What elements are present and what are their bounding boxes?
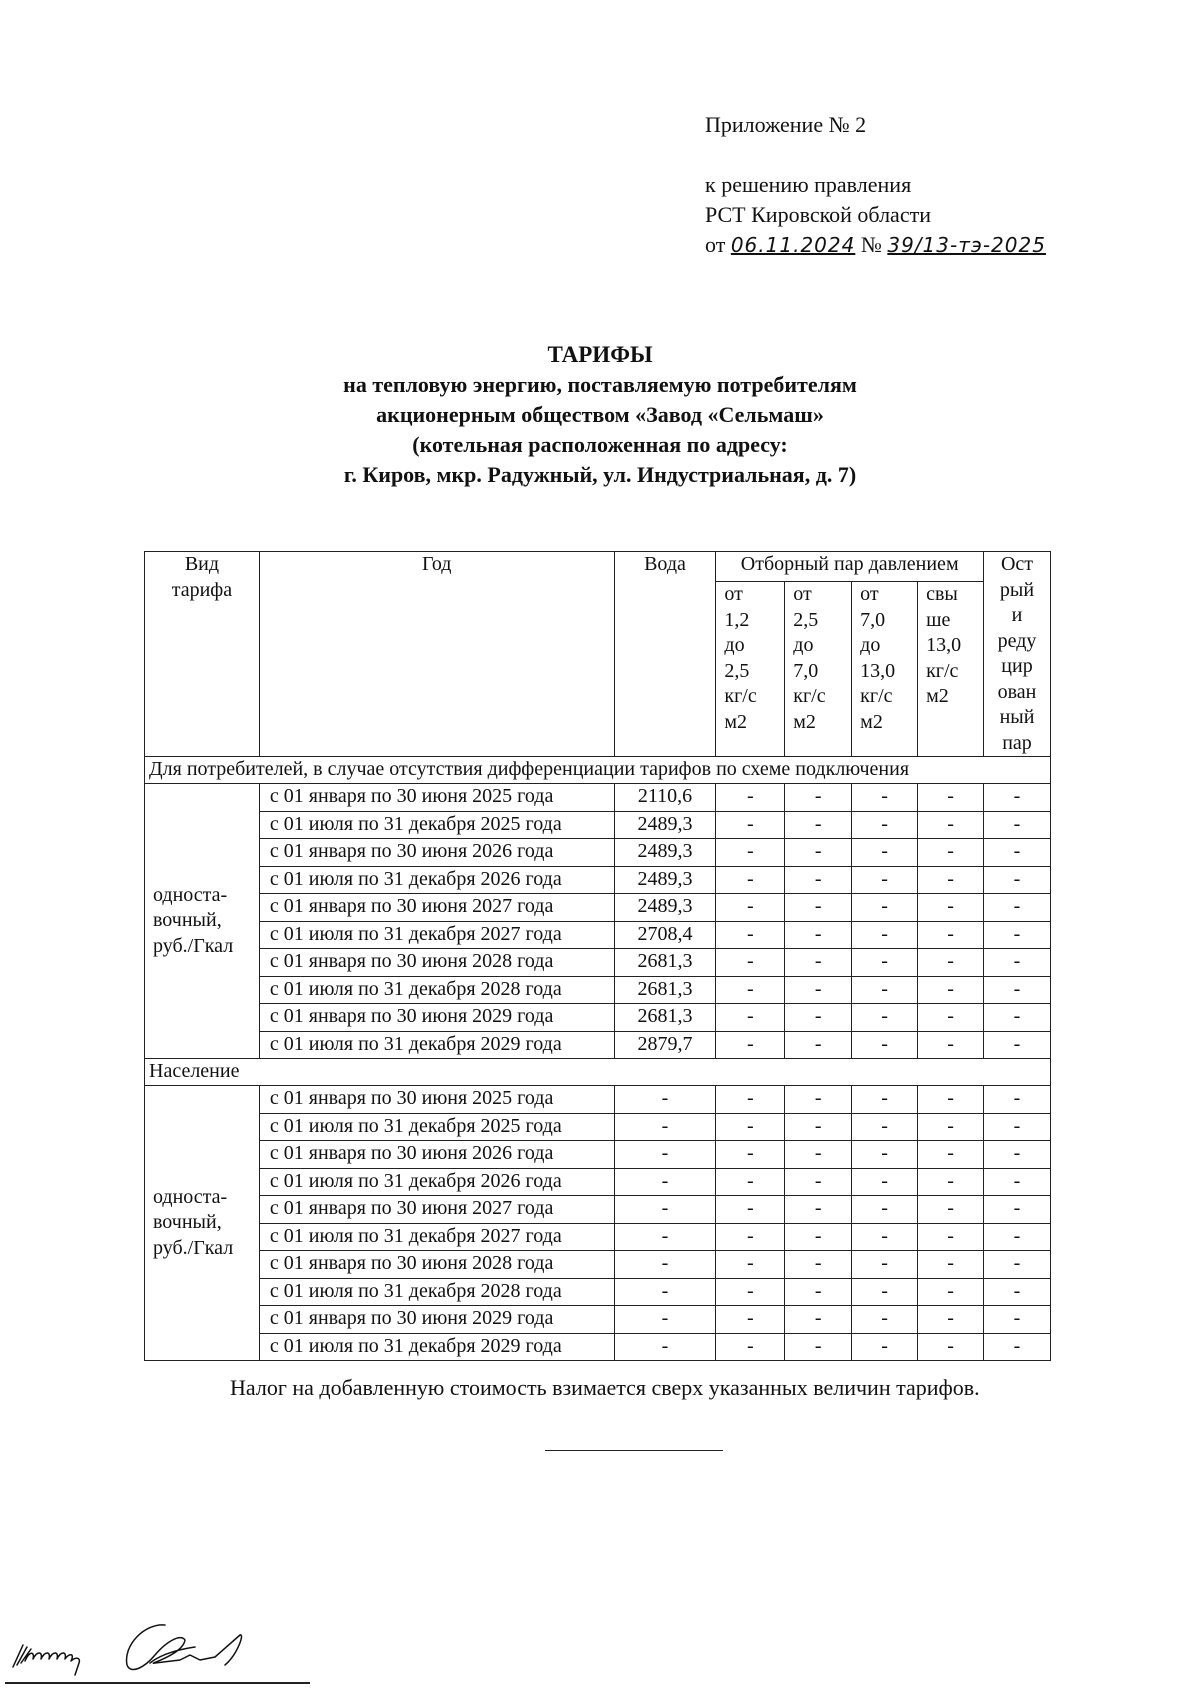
- table-row: [145, 839, 1051, 867]
- live-steam-cell: -: [984, 921, 1051, 949]
- steam-2-cell: -: [785, 1223, 852, 1251]
- live-steam-cell: -: [984, 894, 1051, 922]
- period-cell: с 01 января по 30 июня 2027 года: [259, 1196, 614, 1224]
- steam-1-cell: -: [716, 784, 785, 812]
- table-row: [145, 1251, 1051, 1279]
- steam-4-cell: -: [918, 1196, 984, 1224]
- steam-1-cell: -: [716, 894, 785, 922]
- steam-3-cell: -: [852, 866, 918, 894]
- steam-3-cell: -: [852, 839, 918, 867]
- group-row-general: [145, 757, 1051, 784]
- table-row: [145, 1278, 1051, 1306]
- appendix-title: Приложение № 2: [705, 112, 867, 137]
- water-cell: 2489,3: [614, 839, 716, 867]
- period-cell: с 01 июля по 31 декабря 2027 года: [259, 1223, 614, 1251]
- steam-1-cell: -: [716, 949, 785, 977]
- title-line-4: г. Киров, мкр. Радужный, ул. Индустриальная, д. 7): [343, 462, 857, 487]
- steam-2-cell: -: [785, 1333, 852, 1361]
- steam-3-cell: -: [852, 894, 918, 922]
- steam-2-cell: -: [785, 1113, 852, 1141]
- steam-1-cell: -: [716, 1004, 785, 1032]
- water-cell: -: [614, 1333, 716, 1361]
- period-cell: с 01 июля по 31 декабря 2028 года: [259, 976, 614, 1004]
- steam-4-cell: -: [918, 1004, 984, 1032]
- steam-4-cell: -: [918, 1113, 984, 1141]
- table-row: [145, 894, 1051, 922]
- steam-1-cell: -: [716, 1196, 785, 1224]
- appendix-block: [705, 110, 1046, 260]
- steam-3-cell: -: [852, 1278, 918, 1306]
- live-steam-cell: -: [984, 1086, 1051, 1114]
- water-cell: 2681,3: [614, 949, 716, 977]
- period-cell: с 01 июля по 31 декабря 2028 года: [259, 1278, 614, 1306]
- steam-4-cell: -: [918, 866, 984, 894]
- header-steam-2: от 2,5 до 7,0 кг/с м2: [785, 582, 852, 757]
- live-steam-cell: -: [984, 866, 1051, 894]
- period-cell: с 01 января по 30 июня 2029 года: [259, 1004, 614, 1032]
- steam-4-cell: -: [918, 811, 984, 839]
- steam-2-cell: -: [785, 976, 852, 1004]
- table-row: [145, 1031, 1051, 1059]
- table-row: [145, 1004, 1051, 1032]
- steam-3-cell: -: [852, 784, 918, 812]
- steam-3-cell: -: [852, 921, 918, 949]
- steam-4-cell: -: [918, 1141, 984, 1169]
- steam-2-cell: -: [785, 1031, 852, 1059]
- header-water: Вода: [614, 552, 716, 757]
- steam-1-cell: -: [716, 1306, 785, 1334]
- live-steam-cell: -: [984, 949, 1051, 977]
- tariff-kind: односта-вочный, руб./Гкал: [145, 784, 260, 1059]
- steam-2-cell: -: [785, 1168, 852, 1196]
- period-cell: с 01 июля по 31 декабря 2026 года: [259, 866, 614, 894]
- live-steam-cell: -: [984, 1223, 1051, 1251]
- live-steam-cell: -: [984, 1141, 1051, 1169]
- signature-line: [5, 1682, 310, 1684]
- steam-4-cell: -: [918, 894, 984, 922]
- decision-number: 39/13-тэ-2025: [887, 233, 1046, 257]
- period-cell: с 01 июля по 31 декабря 2027 года: [259, 921, 614, 949]
- steam-3-cell: -: [852, 1223, 918, 1251]
- live-steam-cell: -: [984, 811, 1051, 839]
- steam-1-cell: -: [716, 811, 785, 839]
- header-kind: Вид тарифа: [145, 552, 260, 757]
- steam-2-cell: -: [785, 839, 852, 867]
- steam-2-cell: -: [785, 949, 852, 977]
- water-cell: 2110,6: [614, 784, 716, 812]
- water-cell: 2489,3: [614, 894, 716, 922]
- live-steam-cell: -: [984, 1278, 1051, 1306]
- steam-3-cell: -: [852, 1196, 918, 1224]
- steam-3-cell: -: [852, 1333, 918, 1361]
- water-cell: 2489,3: [614, 811, 716, 839]
- document-title: [0, 340, 1200, 490]
- live-steam-cell: -: [984, 839, 1051, 867]
- tariffs-table: [144, 551, 1051, 1361]
- live-steam-cell: -: [984, 1004, 1051, 1032]
- table-row: [145, 921, 1051, 949]
- steam-1-cell: -: [716, 976, 785, 1004]
- table-row: [145, 1086, 1051, 1114]
- steam-3-cell: -: [852, 811, 918, 839]
- period-cell: с 01 января по 30 июня 2028 года: [259, 1251, 614, 1279]
- steam-3-cell: -: [852, 1306, 918, 1334]
- header-steam-group: Отборный пар давлением: [716, 552, 984, 582]
- steam-4-cell: -: [918, 839, 984, 867]
- table-row: [145, 1333, 1051, 1361]
- water-cell: -: [614, 1086, 716, 1114]
- water-cell: -: [614, 1196, 716, 1224]
- header-steam-1: от 1,2 до 2,5 кг/с м2: [716, 582, 785, 757]
- live-steam-cell: -: [984, 1031, 1051, 1059]
- steam-2-cell: -: [785, 1196, 852, 1224]
- steam-1-cell: -: [716, 1278, 785, 1306]
- group-row-population: [145, 1059, 1051, 1086]
- table-row: [145, 866, 1051, 894]
- steam-4-cell: -: [918, 1333, 984, 1361]
- period-cell: с 01 января по 30 июня 2026 года: [259, 1141, 614, 1169]
- appendix-line-decision: к решению правления: [705, 172, 912, 197]
- live-steam-cell: -: [984, 1113, 1051, 1141]
- period-cell: с 01 января по 30 июня 2025 года: [259, 784, 614, 812]
- steam-1-cell: -: [716, 1031, 785, 1059]
- steam-4-cell: -: [918, 784, 984, 812]
- live-steam-cell: -: [984, 1333, 1051, 1361]
- steam-4-cell: -: [918, 1223, 984, 1251]
- divider: [545, 1450, 723, 1451]
- period-cell: с 01 июля по 31 декабря 2026 года: [259, 1168, 614, 1196]
- title-line-1: на тепловую энергию, поставляемую потребителям: [343, 372, 857, 397]
- table-row: [145, 949, 1051, 977]
- steam-2-cell: -: [785, 1141, 852, 1169]
- number-prefix: №: [860, 232, 882, 257]
- tariff-kind: односта-вочный, руб./Гкал: [145, 1086, 260, 1361]
- steam-1-cell: -: [716, 1086, 785, 1114]
- water-cell: -: [614, 1168, 716, 1196]
- steam-2-cell: -: [785, 894, 852, 922]
- steam-1-cell: -: [716, 1113, 785, 1141]
- steam-2-cell: -: [785, 1004, 852, 1032]
- period-cell: с 01 июля по 31 декабря 2029 года: [259, 1031, 614, 1059]
- steam-4-cell: -: [918, 1278, 984, 1306]
- header-row-1: [145, 552, 1051, 582]
- steam-3-cell: -: [852, 1168, 918, 1196]
- period-cell: с 01 июля по 31 декабря 2025 года: [259, 1113, 614, 1141]
- steam-2-cell: -: [785, 866, 852, 894]
- table-row: [145, 784, 1051, 812]
- group-label: Для потребителей, в случае отсутствия дифференциации тарифов по схеме подключения: [145, 757, 1051, 784]
- appendix-date-number: [705, 230, 1046, 260]
- steam-2-cell: -: [785, 1086, 852, 1114]
- period-cell: с 01 января по 30 июня 2025 года: [259, 1086, 614, 1114]
- water-cell: -: [614, 1113, 716, 1141]
- steam-3-cell: -: [852, 1251, 918, 1279]
- water-cell: -: [614, 1306, 716, 1334]
- title-main: ТАРИФЫ: [547, 342, 653, 367]
- header-live-steam: Ост рый и реду цир ован ный пар: [984, 552, 1051, 757]
- table-row: [145, 811, 1051, 839]
- steam-4-cell: -: [918, 921, 984, 949]
- table-row: [145, 1113, 1051, 1141]
- period-cell: с 01 июля по 31 декабря 2029 года: [259, 1333, 614, 1361]
- steam-2-cell: -: [785, 921, 852, 949]
- period-cell: с 01 июля по 31 декабря 2025 года: [259, 811, 614, 839]
- steam-3-cell: -: [852, 976, 918, 1004]
- table-row: [145, 1168, 1051, 1196]
- steam-2-cell: -: [785, 1251, 852, 1279]
- steam-3-cell: -: [852, 949, 918, 977]
- table-row: [145, 1141, 1051, 1169]
- steam-3-cell: -: [852, 1031, 918, 1059]
- title-line-3: (котельная расположенная по адресу:: [412, 432, 788, 457]
- steam-1-cell: -: [716, 1223, 785, 1251]
- steam-1-cell: -: [716, 921, 785, 949]
- appendix-line-authority: РСТ Кировской области: [705, 202, 931, 227]
- steam-1-cell: -: [716, 1141, 785, 1169]
- steam-4-cell: -: [918, 1168, 984, 1196]
- table-row: [145, 1306, 1051, 1334]
- water-cell: -: [614, 1141, 716, 1169]
- water-cell: 2681,3: [614, 976, 716, 1004]
- vat-note: Налог на добавленную стоимость взимается сверх указанных величин тарифов.: [230, 1375, 980, 1400]
- period-cell: с 01 января по 30 июня 2029 года: [259, 1306, 614, 1334]
- water-cell: 2879,7: [614, 1031, 716, 1059]
- water-cell: 2708,4: [614, 921, 716, 949]
- steam-1-cell: -: [716, 839, 785, 867]
- steam-4-cell: -: [918, 1251, 984, 1279]
- steam-3-cell: -: [852, 1113, 918, 1141]
- steam-1-cell: -: [716, 1333, 785, 1361]
- steam-4-cell: -: [918, 1306, 984, 1334]
- steam-3-cell: -: [852, 1086, 918, 1114]
- water-cell: -: [614, 1223, 716, 1251]
- steam-1-cell: -: [716, 1168, 785, 1196]
- live-steam-cell: -: [984, 976, 1051, 1004]
- title-line-2: акционерным обществом «Завод «Сельмаш»: [376, 402, 824, 427]
- steam-1-cell: -: [716, 866, 785, 894]
- date-prefix: от: [705, 232, 726, 257]
- table-row: [145, 1223, 1051, 1251]
- live-steam-cell: -: [984, 784, 1051, 812]
- steam-3-cell: -: [852, 1141, 918, 1169]
- steam-2-cell: -: [785, 784, 852, 812]
- water-cell: -: [614, 1251, 716, 1279]
- group-label: Население: [145, 1059, 1051, 1086]
- live-steam-cell: -: [984, 1168, 1051, 1196]
- live-steam-cell: -: [984, 1196, 1051, 1224]
- steam-4-cell: -: [918, 949, 984, 977]
- period-cell: с 01 января по 30 июня 2027 года: [259, 894, 614, 922]
- steam-2-cell: -: [785, 1306, 852, 1334]
- steam-1-cell: -: [716, 1251, 785, 1279]
- steam-4-cell: -: [918, 976, 984, 1004]
- live-steam-cell: -: [984, 1306, 1051, 1334]
- live-steam-cell: -: [984, 1251, 1051, 1279]
- header-year: Год: [259, 552, 614, 757]
- header-steam-4: свы ше 13,0 кг/с м2: [918, 582, 984, 757]
- steam-2-cell: -: [785, 811, 852, 839]
- decision-date: 06.11.2024: [730, 233, 856, 257]
- period-cell: с 01 января по 30 июня 2026 года: [259, 839, 614, 867]
- steam-2-cell: -: [785, 1278, 852, 1306]
- water-cell: 2489,3: [614, 866, 716, 894]
- period-cell: с 01 января по 30 июня 2028 года: [259, 949, 614, 977]
- header-steam-3: от 7,0 до 13,0 кг/с м2: [852, 582, 918, 757]
- steam-4-cell: -: [918, 1086, 984, 1114]
- steam-3-cell: -: [852, 1004, 918, 1032]
- water-cell: 2681,3: [614, 1004, 716, 1032]
- steam-4-cell: -: [918, 1031, 984, 1059]
- table-row: [145, 976, 1051, 1004]
- table-row: [145, 1196, 1051, 1224]
- signature-icon: [5, 1605, 315, 1680]
- water-cell: -: [614, 1278, 716, 1306]
